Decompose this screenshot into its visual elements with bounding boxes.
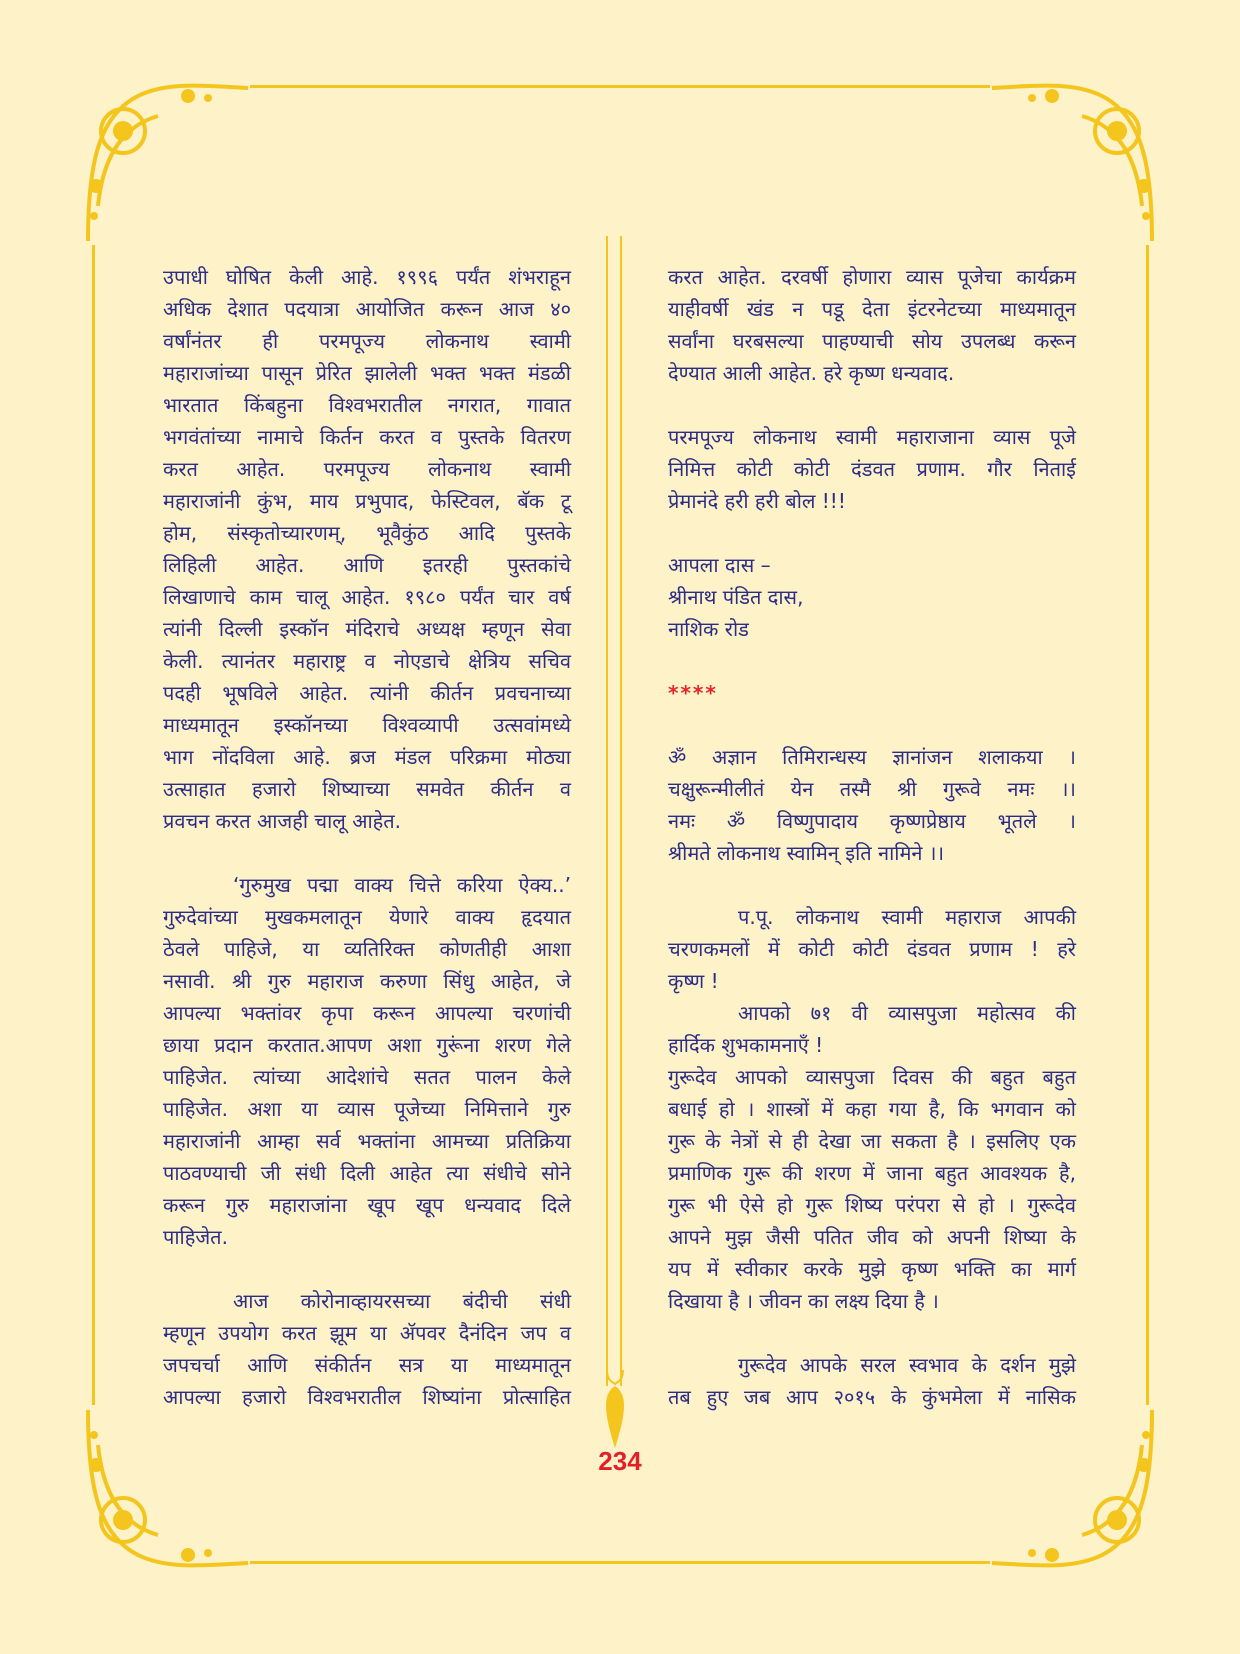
text-line: त्यांनी दिल्ली इस्कॉन मंदिराचे अध्यक्ष म्हणून सेवा: [163, 617, 571, 641]
text-line: कृष्ण !: [668, 969, 719, 993]
text-line: अधिक देशात पदयात्रा आयोजित करून आज ४०: [163, 297, 571, 321]
text-line: भगवंतांच्या नामाचे किर्तन करत व पुस्तके वितरण: [163, 425, 571, 449]
text-line: नसावी. श्री गुरु महाराज करुणा सिंधु आहेत, जे: [163, 969, 571, 993]
text-line: ॐ अज्ञान तिमिरान्धस्य ज्ञानांजन शलाकया ।: [668, 745, 1076, 769]
text-line: वर्षांनंतर ही परमपूज्य लोकनाथ स्वामी: [163, 329, 571, 353]
paragraph-spacer: [163, 837, 571, 869]
text-line: करून गुरु महाराजांना खूप खूप धन्यवाद दिले: [163, 1193, 571, 1217]
text-line: करत आहेत. दरवर्षी होणारा व्यास पूजेचा कार्यक्रम: [668, 265, 1076, 289]
text-line: आपल्या हजारो विश्वभरातील शिष्यांना प्रोत्साहित: [163, 1385, 571, 1409]
text-line: बधाई हो । शास्त्रों में कहा गया है, कि भगवान को: [668, 1097, 1076, 1121]
text-line: याहीवर्षी खंड न पडू देता इंटरनेटच्या माध्यमातून: [668, 297, 1076, 321]
text-line: जपचर्चा आणि संकीर्तन सत्र या माध्यमातून: [163, 1353, 571, 1377]
text-line: हार्दिक शुभकामनाएँ !: [668, 1033, 824, 1057]
text-line: छाया प्रदान करतात.आपण अशा गुरूंना शरण गेले: [163, 1033, 571, 1057]
border-left-line: [92, 245, 95, 1405]
paragraph-spacer: [668, 709, 1076, 741]
text-line: गुरुदेवांच्या मुखकमलातून येणारे वाक्य हृदयात: [163, 905, 571, 929]
page-number: 234: [598, 1446, 642, 1476]
text-line: चक्षुरून्मीलीतं येन तस्मै श्री गुरूवे नमः ।।: [668, 777, 1076, 801]
text-line: देण्यात आली आहेत. हरे कृष्ण धन्यवाद.: [668, 361, 955, 385]
paragraph-spacer: [163, 1253, 571, 1285]
text-line: करत आहेत. परमपूज्य लोकनाथ स्वामी: [163, 457, 571, 481]
text-line: पाहिजेत. अशा या व्यास पूजेच्या निमित्ताने गुरु: [163, 1097, 571, 1121]
text-line: दिखाया है । जीवन का लक्ष्य दिया है ।: [668, 1289, 939, 1313]
text-line: प्रेमानंदे हरी हरी बोल !!!: [668, 489, 846, 513]
text-line: चरणकमलों में कोटी कोटी दंडवत प्रणाम ! हरे: [668, 937, 1076, 961]
paragraph-spacer: [668, 517, 1076, 549]
paragraph-spacer: [668, 869, 1076, 901]
corner-ornament-top-left: [78, 76, 253, 251]
text-line: प्रमाणिक गुरू की शरण में जाना बहुत आवश्यक है,: [668, 1161, 1076, 1185]
text-line: ‘गुरुमुख पद्मा वाक्य चित्ते करिया ऐक्य..’: [233, 873, 571, 897]
text-line: म्हणून उपयोग करत झूम या ॲपवर दैनंदिन जप व: [163, 1321, 571, 1345]
left-text-column: [163, 261, 571, 1413]
text-line: उत्साहात हजारो शिष्याच्या समवेत कीर्तन व: [163, 777, 571, 801]
border-top-line: [250, 85, 990, 88]
text-line: भारतात किंबहुना विश्वभरातील नगरात, गावात: [163, 393, 571, 417]
corner-ornament-bottom-left: [78, 1400, 253, 1575]
text-line: आपको ७१ वी व्यासपुजा महोत्सव की: [738, 1001, 1076, 1025]
text-line: प्रवचन करत आजही चालू आहेत.: [163, 809, 402, 833]
column-divider: [603, 236, 625, 1386]
text-line: माध्यमातून इस्कॉनच्या विश्वव्यापी उत्सवांमध्ये: [163, 713, 571, 737]
text-line: महाराजांनी कुंभ, माय प्रभुपाद, फेस्टिवल, बॅक टू: [163, 489, 571, 513]
divider-teardrop-ornament: [600, 1370, 630, 1450]
text-line: नमः ॐ विष्णुपादाय कृष्णप्रेष्ठाय भूतले ।: [668, 809, 1076, 833]
text-line: महाराजांनी आम्हा सर्व भक्तांना आमच्या प्रतिक्रिया: [163, 1129, 571, 1153]
right-text-column: [668, 261, 1076, 1413]
paragraph-spacer: [668, 1317, 1076, 1349]
paragraph-spacer: [668, 389, 1076, 421]
signature-line: आपला दास –: [668, 553, 771, 577]
border-right-line: [1146, 245, 1149, 1405]
text-line: उपाधी घोषित केली आहे. १९९६ पर्यंत शंभराहून: [163, 265, 571, 289]
text-line: आज कोरोनाव्हायरसच्या बंदीची संधी: [233, 1289, 571, 1313]
paragraph-spacer: [668, 645, 1076, 677]
text-line: गुरू के नेत्रों से ही देखा जा सकता है । इसलिए एक: [668, 1129, 1076, 1153]
text-line: पाहिजेत.: [163, 1225, 228, 1249]
text-line: केली. त्यानंतर महाराष्ट्र व नोएडाचे क्षेत्रिय सचिव: [163, 649, 571, 673]
text-line: पदही भूषविले आहेत. त्यांनी कीर्तन प्रवचनाच्या: [163, 681, 571, 705]
border-bottom-line: [250, 1561, 990, 1564]
text-line: आपने मुझ जैसी पतित जीव को अपनी शिष्या के: [668, 1225, 1076, 1249]
text-line: महाराजांच्या पासून प्रेरित झालेली भक्त भक्त मंडळी: [163, 361, 571, 385]
text-line: भाग नोंदविला आहे. ब्रज मंडल परिक्रमा मोठ्या: [163, 745, 571, 769]
text-line: ठेवले पाहिजे, या व्यतिरिक्त कोणतीही आशा: [163, 937, 571, 961]
text-line: लिखाणाचे काम चालू आहेत. १९८० पर्यंत चार वर्ष: [163, 585, 571, 609]
text-line: पाहिजेत. त्यांच्या आदेशांचे सतत पालन केले: [163, 1065, 571, 1089]
text-line: यप में स्वीकार करके मुझे कृष्ण भक्ति का मार्ग: [668, 1257, 1076, 1281]
text-line: निमित्त कोटी कोटी दंडवत प्रणाम. गौर निताई: [668, 457, 1076, 481]
text-line: तब हुए जब आप २०१५ के कुंभमेला में नासिक: [668, 1385, 1076, 1409]
text-line: आपल्या भक्तांवर कृपा करून आपल्या चरणांची: [163, 1001, 571, 1025]
text-line: होम, संस्कृतोच्यारणम्, भूवैकुंठ आदि पुस्तके: [163, 521, 571, 545]
text-line: सर्वांना घरबसल्या पाहण्याची सोय उपलब्ध करून: [668, 329, 1076, 353]
text-line: गुरू भी ऐसे हो गुरू शिष्य परंपरा से हो । गुरूदेव: [668, 1193, 1076, 1217]
text-line: लिहिली आहेत. आणि इतरही पुस्तकांचे: [163, 553, 571, 577]
text-line: श्रीमते लोकनाथ स्वामिन् इति नामिने ।।: [668, 841, 945, 865]
corner-ornament-top-right: [987, 76, 1162, 251]
text-line: गुरूदेव आपको व्यासपुजा दिवस की बहुत बहुत: [668, 1065, 1076, 1089]
signature-line: नाशिक रोड: [668, 617, 749, 641]
text-line: पाठवण्याची जी संधी दिली आहेत त्या संधीचे सोने: [163, 1161, 571, 1185]
text-line: गुरूदेव आपके सरल स्वभाव के दर्शन मुझे: [738, 1353, 1076, 1377]
text-line: परमपूज्य लोकनाथ स्वामी महाराजाना व्यास पूजे: [668, 425, 1076, 449]
text-line: प.पू. लोकनाथ स्वामी महाराज आपकी: [738, 905, 1076, 929]
section-separator-stars: ****: [668, 681, 718, 705]
corner-ornament-bottom-right: [987, 1400, 1162, 1575]
signature-line: श्रीनाथ पंडित दास,: [668, 585, 804, 609]
